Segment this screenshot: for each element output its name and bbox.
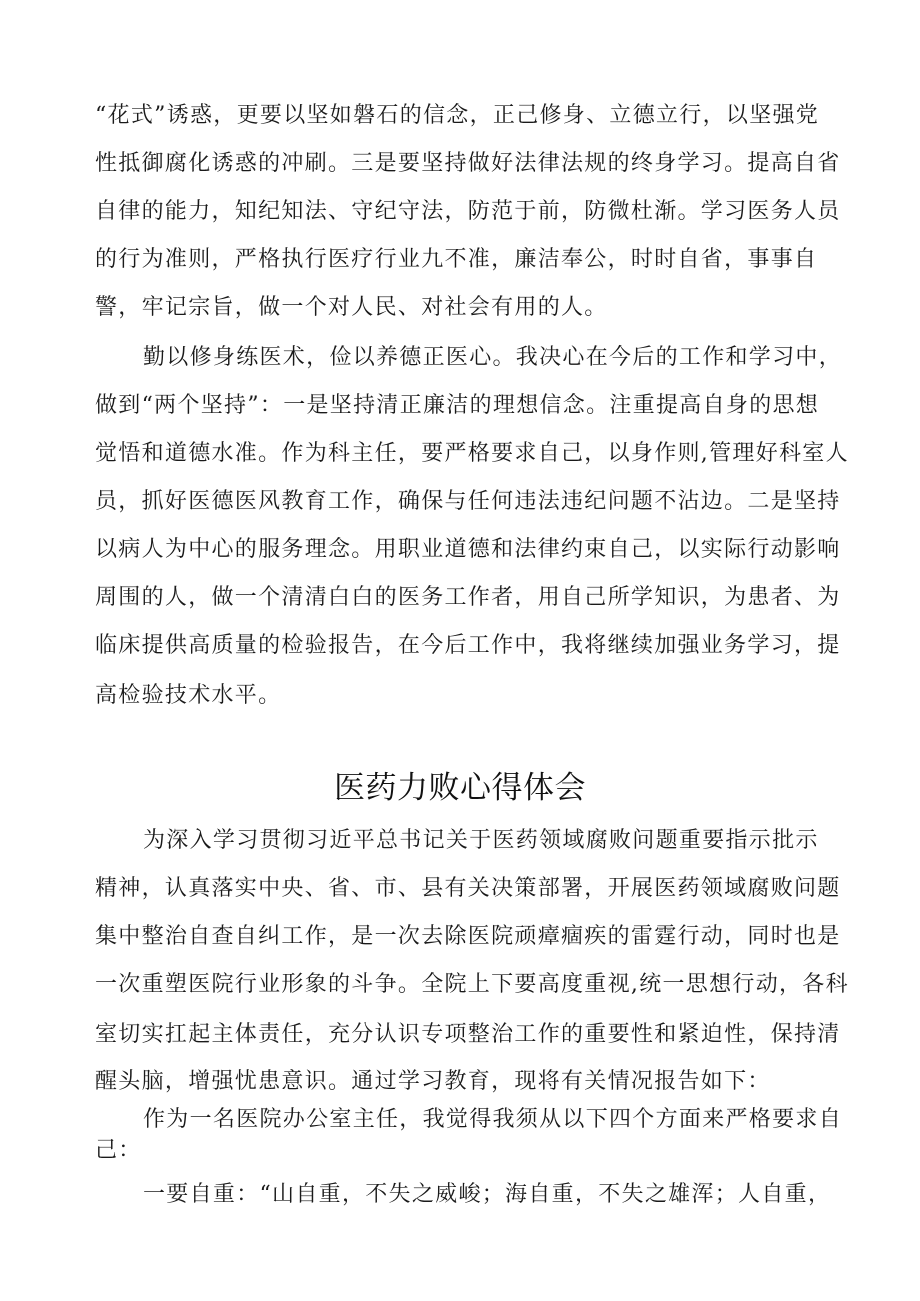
paragraph-line: 精神，认真落实中央、省、市、县有关决策部署，开展医药领域腐败问题 [95,876,841,901]
paragraph-line: “花式”诱惑，更要以坚如磐石的信念，正己修身、立德立行，以坚强党 [95,103,820,128]
paragraph-line: 高检验技术水平。 [95,683,282,708]
paragraph-line: 为深入学习贯彻习近平总书记关于医药领域腐败问题重要指示批示 [143,828,819,853]
paragraph-line: 的行为准则，严格执行医疗行业九不准，廉洁奉公，时时自省，事事自 [95,247,818,272]
paragraph-line: 室切实扛起主体责任，充分认识专项整治工作的重要性和紧迫性，保持清 [95,1022,841,1047]
paragraph-line: 勤以修身练医术，俭以养德正医心。我决心在今后的工作和学习中， [143,345,843,370]
paragraph-line: 一次重塑医院行业形象的斗争。全院上下要高度重视,统一思想行动，各科 [95,972,849,997]
paragraph-line: 员，抓好医德医风教育工作，确保与任何违法违纪问题不沾边。二是坚持 [95,489,841,514]
paragraph-line: 觉悟和道德水准。作为科主任，要严格要求自己，以身作则,管理好科室人 [95,441,849,466]
paragraph-line: 做到“两个坚持”：一是坚持清正廉洁的理想信念。注重提高自身的思想 [95,393,820,418]
section-title: 医药力败心得体会 [334,770,586,806]
paragraph-line: 作为一名医院办公室主任，我觉得我须从以下四个方面来严格要求自 [143,1107,843,1132]
paragraph-line: 临床提供高质量的检验报告，在今后工作中，我将继续加强业务学习，提 [95,633,841,658]
paragraph-line: 警，牢记宗旨，做一个对人民、对社会有用的人。 [95,295,608,320]
paragraph-line: 周围的人，做一个清清白白的医务工作者，用自己所学知识，为患者、为 [95,585,841,610]
paragraph-line: 性抵御腐化诱惑的冲刷。三是要坚持做好法律法规的终身学习。提高自省 [95,151,841,176]
paragraph-line: 以病人为中心的服务理念。用职业道德和法律约束自己，以实际行动影响 [95,537,841,562]
paragraph-line: 一要自重：“山自重，不失之威峻；海自重，不失之雄浑；人自重， [143,1182,832,1207]
paragraph-line: 醒头脑，增强忧患意识。通过学习教育，现将有关情况报告如下： [95,1069,771,1094]
paragraph-line: 集中整治自查自纠工作，是一次去除医院顽瘴痼疾的雷霆行动，同时也是 [95,924,841,949]
paragraph-line: 己： [95,1138,142,1163]
paragraph-line: 自律的能力，知纪知法、守纪守法，防范于前，防微杜渐。学习医务人员 [95,199,841,224]
